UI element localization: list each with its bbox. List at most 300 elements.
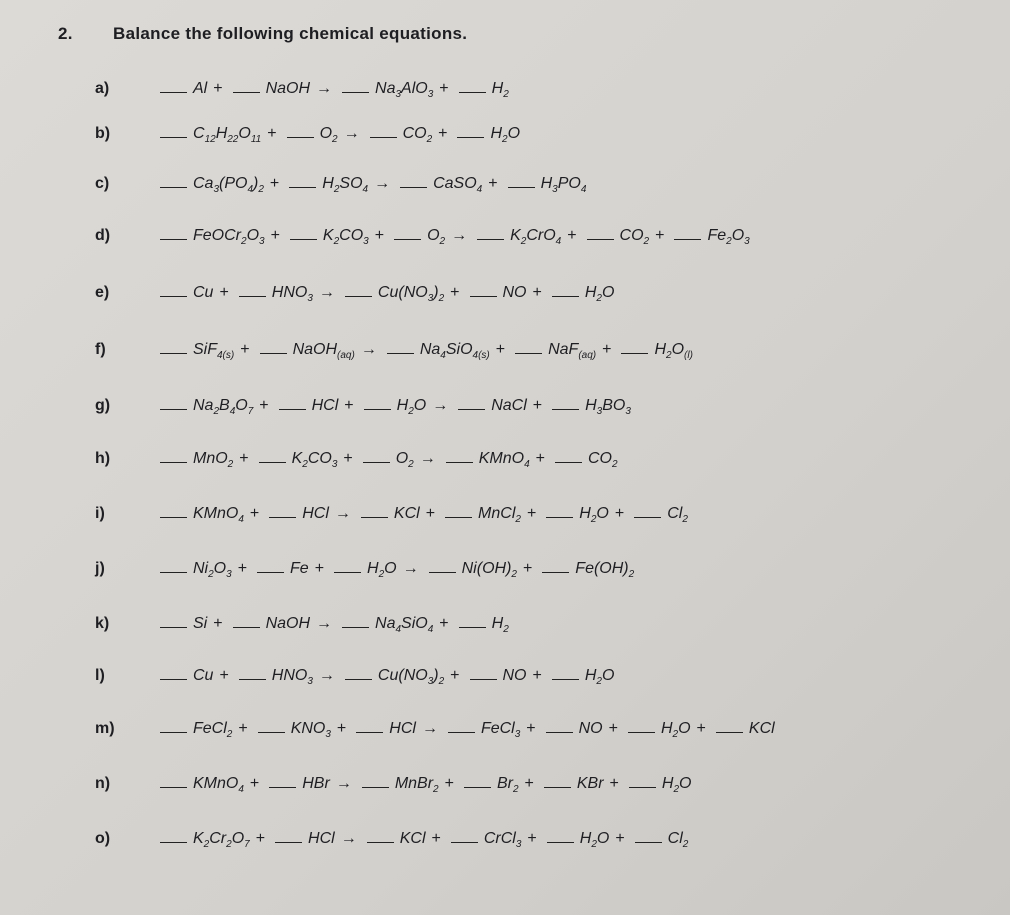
formula-part: MnO <box>193 450 228 467</box>
formula-subscript: (aq) <box>578 350 597 362</box>
formula-subscript: 2 <box>203 839 210 851</box>
formula-subscript: 4 <box>238 784 244 796</box>
formula-part: O <box>507 125 521 142</box>
formula-subscript: 4 <box>229 406 236 418</box>
chemical-formula <box>378 284 444 304</box>
formula-subscript: 2 <box>426 134 433 146</box>
coefficient-blank[interactable] <box>628 731 655 733</box>
coefficient-blank[interactable] <box>429 571 456 573</box>
coefficient-blank[interactable] <box>345 678 372 680</box>
coefficient-blank[interactable] <box>345 295 372 297</box>
formula-subscript: 4 <box>580 184 587 196</box>
chemical-formula <box>302 505 329 523</box>
plus-sign: + <box>495 341 506 358</box>
coefficient-blank[interactable] <box>257 571 284 573</box>
formula-subscript: 2 <box>208 569 214 581</box>
formula-subscript: 2 <box>333 184 340 196</box>
chemical-formula <box>462 560 517 580</box>
formula-subscript: 3 <box>427 676 434 688</box>
coefficient-blank[interactable] <box>370 136 397 138</box>
formula-subscript: 3 <box>596 406 603 418</box>
coefficient-blank[interactable] <box>160 678 187 680</box>
chemical-formula <box>490 125 520 145</box>
formula-part: KMnO <box>193 775 239 792</box>
reaction-arrow: → <box>316 615 333 632</box>
formula-part: O <box>601 667 615 684</box>
formula-part: NaCl <box>491 397 527 414</box>
formula-subscript: 2 <box>502 134 508 146</box>
chemical-formula <box>266 615 310 633</box>
formula-subscript: 11 <box>250 134 262 146</box>
formula-part: HCl <box>311 397 339 414</box>
formula-part: SO <box>339 175 363 192</box>
coefficient-blank[interactable] <box>160 408 187 410</box>
formula-part: Cr <box>209 830 227 847</box>
coefficient-blank[interactable] <box>464 786 491 788</box>
plus-sign: + <box>444 775 454 792</box>
plus-sign: + <box>267 125 277 142</box>
equation-label: g) <box>95 397 111 414</box>
plus-sign: + <box>249 505 260 522</box>
formula-part: H <box>660 720 673 737</box>
equation-label: c) <box>95 175 110 192</box>
reaction-arrow: → <box>316 80 333 97</box>
plus-sign: + <box>213 615 223 632</box>
formula-subscript: 2 <box>591 839 597 851</box>
formula-part: SiO <box>445 341 473 358</box>
chemical-formula <box>503 284 527 302</box>
coefficient-blank[interactable] <box>555 461 582 463</box>
formula-part: CO <box>402 125 427 142</box>
chemical-formula <box>375 615 433 635</box>
coefficient-blank[interactable] <box>459 91 486 93</box>
chemical-formula <box>580 830 610 850</box>
formula-subscript: 2 <box>596 676 602 688</box>
formula-part: HCl <box>389 720 416 737</box>
formula-subscript: 4 <box>247 184 254 196</box>
plus-sign: + <box>238 720 248 737</box>
chemical-formula <box>293 341 355 361</box>
coefficient-blank[interactable] <box>587 238 614 240</box>
formula-part: O <box>596 830 610 847</box>
chemical-formula <box>662 775 692 795</box>
equation-row <box>95 615 513 635</box>
coefficient-blank[interactable] <box>629 786 656 788</box>
reaction-arrow: → <box>340 830 357 847</box>
plus-sign: + <box>522 560 533 577</box>
formula-part: NO <box>502 284 527 301</box>
coefficient-blank[interactable] <box>451 841 478 843</box>
equation-label: i) <box>95 505 105 522</box>
formula-part: NO <box>502 667 527 684</box>
formula-part: PO <box>557 175 581 192</box>
formula-part: MnBr <box>394 775 434 792</box>
formula-subscript: 2 <box>333 236 340 248</box>
chemical-formula <box>302 775 330 793</box>
chemical-formula <box>395 775 439 795</box>
chemical-formula <box>620 227 650 247</box>
formula-subscript: 2 <box>332 134 338 146</box>
formula-subscript: 3 <box>552 184 558 196</box>
coefficient-blank[interactable] <box>160 731 187 733</box>
formula-subscript: 3 <box>427 89 434 101</box>
formula-part: Br <box>496 775 513 792</box>
chemical-formula <box>491 397 527 415</box>
chemical-formula <box>292 450 338 470</box>
reaction-arrow: → <box>360 341 377 358</box>
formula-subscript: 2 <box>302 459 308 471</box>
chemical-formula <box>193 397 253 417</box>
coefficient-blank[interactable] <box>160 186 187 188</box>
plus-sign: + <box>532 397 543 414</box>
formula-part: O <box>671 341 685 358</box>
chemical-formula <box>308 830 335 848</box>
coefficient-blank[interactable] <box>287 136 314 138</box>
coefficient-blank[interactable] <box>361 516 388 518</box>
coefficient-blank[interactable] <box>635 841 662 843</box>
coefficient-blank[interactable] <box>342 91 369 93</box>
chemical-formula <box>492 80 509 100</box>
chemical-formula <box>654 341 692 361</box>
plus-sign: + <box>239 450 249 467</box>
coefficient-blank[interactable] <box>269 516 296 518</box>
chemical-formula <box>478 505 521 525</box>
coefficient-blank[interactable] <box>279 408 306 410</box>
coefficient-blank[interactable] <box>233 626 260 628</box>
coefficient-blank[interactable] <box>674 238 701 240</box>
equation-label: n) <box>95 775 111 792</box>
formula-subscript: 2 <box>378 569 385 581</box>
formula-part: H <box>579 830 592 847</box>
formula-subscript: 4 <box>362 184 369 196</box>
formula-part: Cu <box>193 284 214 301</box>
coefficient-blank[interactable] <box>356 731 383 733</box>
formula-subscript: 2 <box>596 293 602 305</box>
coefficient-blank[interactable] <box>160 238 187 240</box>
formula-part: O <box>679 775 692 792</box>
coefficient-blank[interactable] <box>160 461 187 463</box>
chemical-formula <box>394 505 420 523</box>
formula-subscript: 2 <box>673 784 679 796</box>
reaction-arrow: → <box>432 397 449 414</box>
plus-sign: + <box>527 830 537 847</box>
formula-part: H <box>654 341 667 358</box>
coefficient-blank[interactable] <box>258 731 285 733</box>
equation-label: o) <box>95 830 111 847</box>
plus-sign: + <box>259 397 269 414</box>
reaction-arrow: → <box>334 505 351 522</box>
coefficient-blank[interactable] <box>275 841 302 843</box>
plus-sign: + <box>532 284 542 301</box>
formula-subscript: 2 <box>241 236 247 248</box>
chemical-formula <box>588 450 618 470</box>
formula-part: O <box>319 125 333 142</box>
coefficient-blank[interactable] <box>334 571 361 573</box>
coefficient-blank[interactable] <box>367 841 394 843</box>
equation-row <box>95 560 638 580</box>
coefficient-blank[interactable] <box>160 352 187 354</box>
chemical-formula <box>400 830 426 848</box>
chemical-formula <box>193 720 232 740</box>
coefficient-blank[interactable] <box>515 352 542 354</box>
chemical-formula <box>667 505 688 525</box>
chemical-formula <box>479 450 530 470</box>
formula-part: KCl <box>393 505 420 522</box>
formula-subscript: 4 <box>476 184 483 196</box>
formula-subscript: 2 <box>515 514 521 526</box>
formula-part: KCl <box>748 720 775 737</box>
formula-part: O <box>731 227 745 244</box>
plus-sign: + <box>608 720 618 737</box>
formula-subscript: 2 <box>611 459 618 471</box>
formula-subscript: 4 <box>555 236 562 248</box>
formula-subscript: 4 <box>440 350 446 362</box>
coefficient-blank[interactable] <box>259 461 286 463</box>
coefficient-blank[interactable] <box>394 238 421 240</box>
question-heading <box>58 24 467 44</box>
formula-subscript: 2 <box>503 624 509 636</box>
coefficient-blank[interactable] <box>387 352 414 354</box>
formula-part: CO <box>587 450 612 467</box>
formula-subscript: 7 <box>247 406 254 418</box>
coefficient-blank[interactable] <box>160 91 187 93</box>
coefficient-blank[interactable] <box>552 408 579 410</box>
chemical-formula <box>193 775 244 795</box>
equation-row <box>95 175 590 195</box>
plus-sign: + <box>269 175 280 192</box>
formula-part: K <box>193 830 204 847</box>
formula-part: H <box>215 125 228 142</box>
formula-subscript: 2 <box>666 350 672 362</box>
plus-sign: + <box>438 125 448 142</box>
formula-part: O <box>246 227 260 244</box>
plus-sign: + <box>240 341 250 358</box>
formula-part: NaOH <box>292 341 338 358</box>
plus-sign: + <box>609 775 619 792</box>
equation-label: f) <box>95 341 106 358</box>
formula-subscript: 22 <box>227 134 239 146</box>
coefficient-blank[interactable] <box>446 461 473 463</box>
formula-part: Ca <box>193 175 214 192</box>
coefficient-blank[interactable] <box>239 678 266 680</box>
chemical-formula <box>193 125 261 145</box>
formula-part: K <box>322 227 334 244</box>
coefficient-blank[interactable] <box>160 841 187 843</box>
coefficient-blank[interactable] <box>233 91 260 93</box>
plus-sign: + <box>270 227 280 244</box>
coefficient-blank[interactable] <box>546 731 573 733</box>
formula-part: H <box>491 615 504 632</box>
formula-part: H <box>661 775 674 792</box>
plus-sign: + <box>450 284 460 301</box>
formula-part: AlO <box>401 80 428 97</box>
plus-sign: + <box>237 560 248 577</box>
formula-part: KNO <box>290 720 326 737</box>
plus-sign: + <box>374 227 385 244</box>
chemical-formula <box>481 720 520 740</box>
reaction-arrow: → <box>421 720 438 737</box>
formula-part: O <box>596 505 609 522</box>
coefficient-blank[interactable] <box>716 731 743 733</box>
formula-part: ) <box>433 667 439 684</box>
formula-part: H <box>490 125 503 142</box>
plus-sign: + <box>602 341 612 358</box>
coefficient-blank[interactable] <box>547 841 574 843</box>
formula-part: HBr <box>302 775 330 792</box>
formula-subscript: 2 <box>226 729 233 741</box>
chemical-formula <box>193 450 233 470</box>
coefficient-blank[interactable] <box>400 186 427 188</box>
chemical-formula <box>668 830 689 850</box>
coefficient-blank[interactable] <box>363 461 390 463</box>
chemical-formula <box>420 341 490 361</box>
equation-label: b) <box>95 125 111 142</box>
formula-part: C <box>193 125 205 142</box>
reaction-arrow: → <box>318 284 335 301</box>
formula-part: KMnO <box>478 450 525 467</box>
coefficient-blank[interactable] <box>289 186 316 188</box>
formula-part: FeCl <box>480 720 515 737</box>
formula-part: O <box>231 830 245 847</box>
reaction-arrow: → <box>419 450 436 467</box>
coefficient-blank[interactable] <box>269 786 296 788</box>
chemical-formula <box>193 505 244 525</box>
coefficient-blank[interactable] <box>448 731 475 733</box>
plus-sign: + <box>488 175 498 192</box>
formula-part: Cu(NO <box>377 667 428 684</box>
coefficient-blank[interactable] <box>508 186 535 188</box>
question-text: Balance the following chemical equations. <box>113 24 468 43</box>
chemical-formula <box>661 720 691 740</box>
formula-part: Cl <box>667 830 683 847</box>
equation-row <box>95 227 754 247</box>
formula-subscript: 2 <box>643 236 650 248</box>
coefficient-blank[interactable] <box>457 136 484 138</box>
formula-part: H <box>579 505 591 522</box>
formula-subscript: 4(s) <box>472 350 490 362</box>
coefficient-blank[interactable] <box>544 786 571 788</box>
formula-part: CaSO <box>433 175 477 192</box>
coefficient-blank[interactable] <box>364 408 391 410</box>
plus-sign: + <box>439 80 449 97</box>
chemical-formula <box>548 341 596 361</box>
formula-subscript: 2 <box>408 459 414 471</box>
formula-part: Na <box>419 341 441 358</box>
coefficient-blank[interactable] <box>458 408 485 410</box>
equation-row <box>95 830 692 850</box>
chemical-formula <box>312 397 339 415</box>
coefficient-blank[interactable] <box>160 295 187 297</box>
formula-subscript: 2 <box>258 184 264 196</box>
plus-sign: + <box>696 720 706 737</box>
coefficient-blank[interactable] <box>470 295 497 297</box>
equation-row <box>95 720 779 740</box>
formula-subscript: 2 <box>628 569 635 581</box>
plus-sign: + <box>535 450 545 467</box>
formula-part: KMnO <box>193 505 239 522</box>
formula-subscript: 3 <box>363 236 369 248</box>
coefficient-blank[interactable] <box>239 295 266 297</box>
question-number: 2. <box>58 24 73 43</box>
coefficient-blank[interactable] <box>160 516 187 518</box>
coefficient-blank[interactable] <box>459 626 486 628</box>
formula-part: H <box>584 284 597 301</box>
formula-subscript: 3 <box>625 406 631 418</box>
formula-subscript: 2 <box>672 729 679 741</box>
formula-part: O <box>213 560 227 577</box>
formula-subscript: 2 <box>682 839 689 851</box>
reaction-arrow: → <box>343 125 360 142</box>
equation-label: k) <box>95 615 110 632</box>
formula-part: Na <box>193 397 214 414</box>
equation-row <box>95 125 524 145</box>
formula-part: B <box>219 397 230 414</box>
coefficient-blank[interactable] <box>342 626 369 628</box>
formula-subscript: 3 <box>259 236 265 248</box>
formula-part: Cl <box>667 505 683 522</box>
plus-sign: + <box>219 284 229 301</box>
coefficient-blank[interactable] <box>634 516 661 518</box>
formula-subscript: (l) <box>684 350 693 362</box>
formula-part: HCl <box>308 830 335 847</box>
coefficient-blank[interactable] <box>445 516 472 518</box>
coefficient-blank[interactable] <box>542 571 569 573</box>
chemical-formula <box>193 615 207 633</box>
coefficient-blank[interactable] <box>362 786 389 788</box>
formula-subscript: 3 <box>307 676 313 688</box>
chemical-formula <box>193 227 265 247</box>
coefficient-blank[interactable] <box>477 238 504 240</box>
formula-subscript: 3 <box>515 839 522 851</box>
formula-subscript: 4 <box>427 624 434 636</box>
coefficient-blank[interactable] <box>552 678 579 680</box>
coefficient-blank[interactable] <box>260 352 287 354</box>
plus-sign: + <box>219 667 229 684</box>
coefficient-blank[interactable] <box>470 678 497 680</box>
formula-subscript: 2 <box>682 514 688 526</box>
equation-row <box>95 667 618 687</box>
formula-part: Si <box>193 615 208 632</box>
formula-part: KCl <box>399 830 426 847</box>
chemical-formula <box>193 175 264 195</box>
chemical-formula <box>492 615 509 635</box>
equation-label: m) <box>95 720 115 737</box>
formula-part: O <box>601 284 615 301</box>
coefficient-blank[interactable] <box>160 571 187 573</box>
coefficient-blank[interactable] <box>160 136 187 138</box>
formula-subscript: 7 <box>244 839 250 851</box>
formula-part: (PO <box>219 175 248 192</box>
coefficient-blank[interactable] <box>546 516 573 518</box>
chemical-formula <box>193 830 250 850</box>
plus-sign: + <box>431 830 441 847</box>
formula-subscript: 4 <box>395 624 402 636</box>
coefficient-blank[interactable] <box>621 352 648 354</box>
coefficient-blank[interactable] <box>552 295 579 297</box>
formula-part: H <box>322 175 334 192</box>
formula-subscript: 3 <box>514 729 521 741</box>
coefficient-blank[interactable] <box>160 786 187 788</box>
formula-part: H <box>540 175 553 192</box>
plus-sign: + <box>567 227 577 244</box>
plus-sign: + <box>655 227 665 244</box>
equation-label: j) <box>95 560 105 577</box>
formula-part: FeCl <box>193 720 227 737</box>
coefficient-blank[interactable] <box>290 238 317 240</box>
plus-sign: + <box>343 450 353 467</box>
chemical-formula <box>497 775 519 795</box>
coefficient-blank[interactable] <box>160 626 187 628</box>
